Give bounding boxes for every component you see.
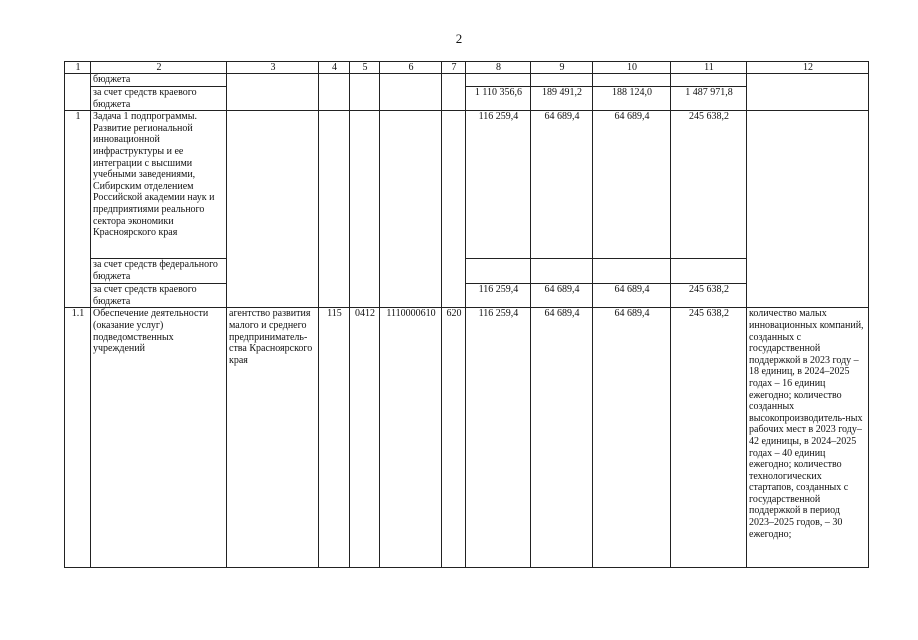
cell-r6-c12: количество малых инновационных компаний, созданных с государственной поддержкой в 2023 году – 18 единиц, в 2024–2025 годах – 16 единиц ежегодно; количество созданных высокопроизводитель-ных рабочих мест в 2023 году– 42 единицы, в 2024–2025 годах – 40 единиц ежегодно; количество технологических стартапов, созданных с государственной поддержкой в период 2023–2025 годов, – 30 ежегодно;	[747, 308, 869, 568]
cell-r3-c11: 245 638,2	[671, 111, 747, 259]
col-header-4: 4	[319, 62, 350, 74]
cell-r6-c3: агентство развития малого и среднего предприниматель-ства Красноярского края	[227, 308, 319, 568]
cell-r2-c10: 188 124,0	[593, 87, 671, 111]
cell-r6-c10: 64 689,4	[593, 308, 671, 568]
cell-r1-c11	[671, 74, 747, 87]
cell-r1-c5	[350, 74, 380, 111]
cell-r4-c9	[531, 259, 593, 284]
cell-r3-c5	[350, 111, 380, 308]
page-number: 2	[455, 31, 463, 46]
cell-r1-c10	[593, 74, 671, 87]
cell-r3-c2: Задача 1 подпрограммы. Развитие региональной инновационной инфраструктуры и ее интеграции с высшими учебными заведениями, Сибирским отделением Российской академии наук и предприятиями реального сектора экономики Красноярского края	[91, 111, 227, 259]
cell-r1-c6	[380, 74, 442, 111]
cell-r6-c8: 116 259,4	[466, 308, 531, 568]
cell-r1-c7	[442, 74, 466, 111]
cell-r6-c4: 115	[319, 308, 350, 568]
col-header-10: 10	[593, 62, 671, 74]
cell-r3-c6	[380, 111, 442, 308]
cell-r1-c4	[319, 74, 350, 111]
cell-r6-c7: 620	[442, 308, 466, 568]
cell-r4-c11	[671, 259, 747, 284]
col-header-9: 9	[531, 62, 593, 74]
cell-r2-c11: 1 487 971,8	[671, 87, 747, 111]
cell-r5-c2: за счет средств краевого бюджета	[91, 284, 227, 308]
cell-r2-c8: 1 110 356,6	[466, 87, 531, 111]
cell-r1-c9	[531, 74, 593, 87]
cell-r6-c2: Обеспечение деятельности (оказание услуг) подведомственных учреждений	[91, 308, 227, 568]
cell-r4-c10	[593, 259, 671, 284]
cell-r1-c3	[227, 74, 319, 111]
cell-r5-c10: 64 689,4	[593, 284, 671, 308]
cell-r2-c2: за счет средств краевого бюджета	[91, 87, 227, 111]
col-header-5: 5	[350, 62, 380, 74]
cell-r6-c9: 64 689,4	[531, 308, 593, 568]
cell-r1-c1	[65, 74, 91, 111]
col-header-1: 1	[65, 62, 91, 74]
cell-r3-c4	[319, 111, 350, 308]
cell-r6-c11: 245 638,2	[671, 308, 747, 568]
col-header-2: 2	[91, 62, 227, 74]
budget-table	[64, 61, 869, 568]
cell-r5-c8: 116 259,4	[466, 284, 531, 308]
cell-r4-c8	[466, 259, 531, 284]
cell-r2-c9: 189 491,2	[531, 87, 593, 111]
cell-r1-c2: бюджета	[91, 74, 227, 87]
col-header-6: 6	[380, 62, 442, 74]
table-row	[65, 111, 869, 259]
cell-r3-c3	[227, 111, 319, 308]
cell-r3-c10: 64 689,4	[593, 111, 671, 259]
cell-r4-c2: за счет средств федерального бюджета	[91, 259, 227, 284]
cell-r6-c1: 1.1	[65, 308, 91, 568]
col-header-3: 3	[227, 62, 319, 74]
cell-r3-c12	[747, 111, 869, 308]
table-row	[65, 74, 869, 87]
cell-r1-c12	[747, 74, 869, 111]
cell-r6-c5: 0412	[350, 308, 380, 568]
cell-r5-c11: 245 638,2	[671, 284, 747, 308]
cell-r3-c8: 116 259,4	[466, 111, 531, 259]
cell-r6-c6: 1110000610	[380, 308, 442, 568]
cell-r1-c8	[466, 74, 531, 87]
col-header-7: 7	[442, 62, 466, 74]
cell-r3-c7	[442, 111, 466, 308]
col-header-8: 8	[466, 62, 531, 74]
cell-r5-c9: 64 689,4	[531, 284, 593, 308]
cell-r3-c1: 1	[65, 111, 91, 308]
col-header-12: 12	[747, 62, 869, 74]
col-header-11: 11	[671, 62, 747, 74]
cell-r3-c9: 64 689,4	[531, 111, 593, 259]
table-row	[65, 308, 869, 568]
column-number-row	[65, 62, 869, 74]
